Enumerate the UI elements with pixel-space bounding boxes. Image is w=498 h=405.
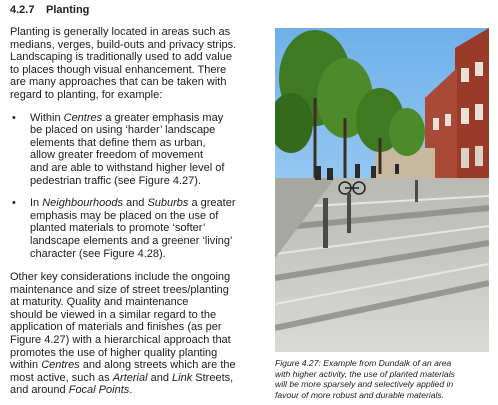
- text-line: application of materials and finishes (as per: [10, 321, 222, 334]
- bullet-marker: •: [12, 111, 16, 124]
- text-line: pedestrian traffic (see Figure 4.27).: [30, 174, 201, 187]
- section-title: Planting: [46, 4, 90, 16]
- text-line: maintenance and size of street trees/planting: [10, 283, 229, 296]
- section-number: 4.2.7: [10, 4, 35, 16]
- text-line: Landscaping is traditionally used to add value: [10, 51, 232, 64]
- text-line: elements that define them as urban,: [30, 136, 206, 149]
- caption-line: with higher activity, the use of planted materials: [275, 368, 455, 379]
- text-line: Planting is generally located in areas such as: [10, 26, 231, 38]
- closing-paragraph: [10, 271, 268, 397]
- text-line: promotes the use of higher quality planting: [10, 346, 218, 359]
- bullet-item: [10, 197, 268, 260]
- caption-line: Figure 4.27: Example from Dundalk of an area: [275, 358, 452, 368]
- text-line: Figure 4.27) with a hierarchical approach that: [10, 334, 231, 347]
- intro-paragraph: [10, 26, 268, 102]
- text-line: Other key considerations include the ongoing: [10, 271, 231, 284]
- text-line: medians, verges, build-outs and privacy strips.: [10, 38, 237, 51]
- emphasis-text: Focal Points: [68, 384, 130, 397]
- bullet-marker: •: [12, 197, 16, 210]
- text-line: at maturity. Quality and maintenance: [10, 296, 189, 309]
- body-column: [10, 26, 268, 397]
- text-line: In Neighbourhoods and Suburbs a greater: [30, 197, 236, 210]
- emphasis-text: Arterial: [112, 371, 148, 384]
- caption-line: favour of more robust and durable materials.: [275, 389, 445, 400]
- bullet-item: [10, 112, 268, 188]
- text-line: regard to planting, for example:: [10, 88, 163, 101]
- text-line: to places though visual enhancement. There: [10, 63, 227, 76]
- text-line: Within Centres a greater emphasis may: [30, 111, 224, 124]
- street-photo-image: [275, 28, 489, 352]
- emphasis-text: Centres: [63, 111, 103, 124]
- text-line: and around Focal Points.: [10, 384, 133, 397]
- figure-photo: [275, 28, 489, 352]
- text-line: should be viewed in a similar regard to the: [10, 308, 217, 321]
- emphasis-text: Centres: [41, 359, 80, 372]
- text-line: are many approaches that can be taken with: [10, 76, 227, 89]
- caption-line: will be more sparsely and selectively applied in: [275, 379, 454, 390]
- figure-caption: [275, 358, 493, 400]
- text-line: character (see Figure 4.28).: [30, 247, 166, 260]
- bullet-list: [10, 112, 268, 261]
- emphasis-text: Link: [172, 371, 193, 384]
- emphasis-text: Neighbourhoods: [42, 197, 123, 210]
- text-line: landscape elements and a greener ‘living’: [30, 234, 233, 247]
- text-line: planted materials to promote ‘softer’: [30, 222, 206, 235]
- text-line: emphasis may be placed on the use of: [30, 209, 219, 222]
- emphasis-text: Suburbs: [147, 197, 189, 210]
- text-line: allow greater freedom of movement: [30, 149, 204, 162]
- text-line: and are able to withstand higher level of: [30, 161, 225, 174]
- text-line: within Centres and along streets which are the: [10, 359, 236, 372]
- text-line: be placed on using ‘harder’ landscape: [30, 124, 216, 137]
- text-line: most active, such as Arterial and Link Streets,: [10, 371, 234, 384]
- section-heading: [10, 4, 89, 16]
